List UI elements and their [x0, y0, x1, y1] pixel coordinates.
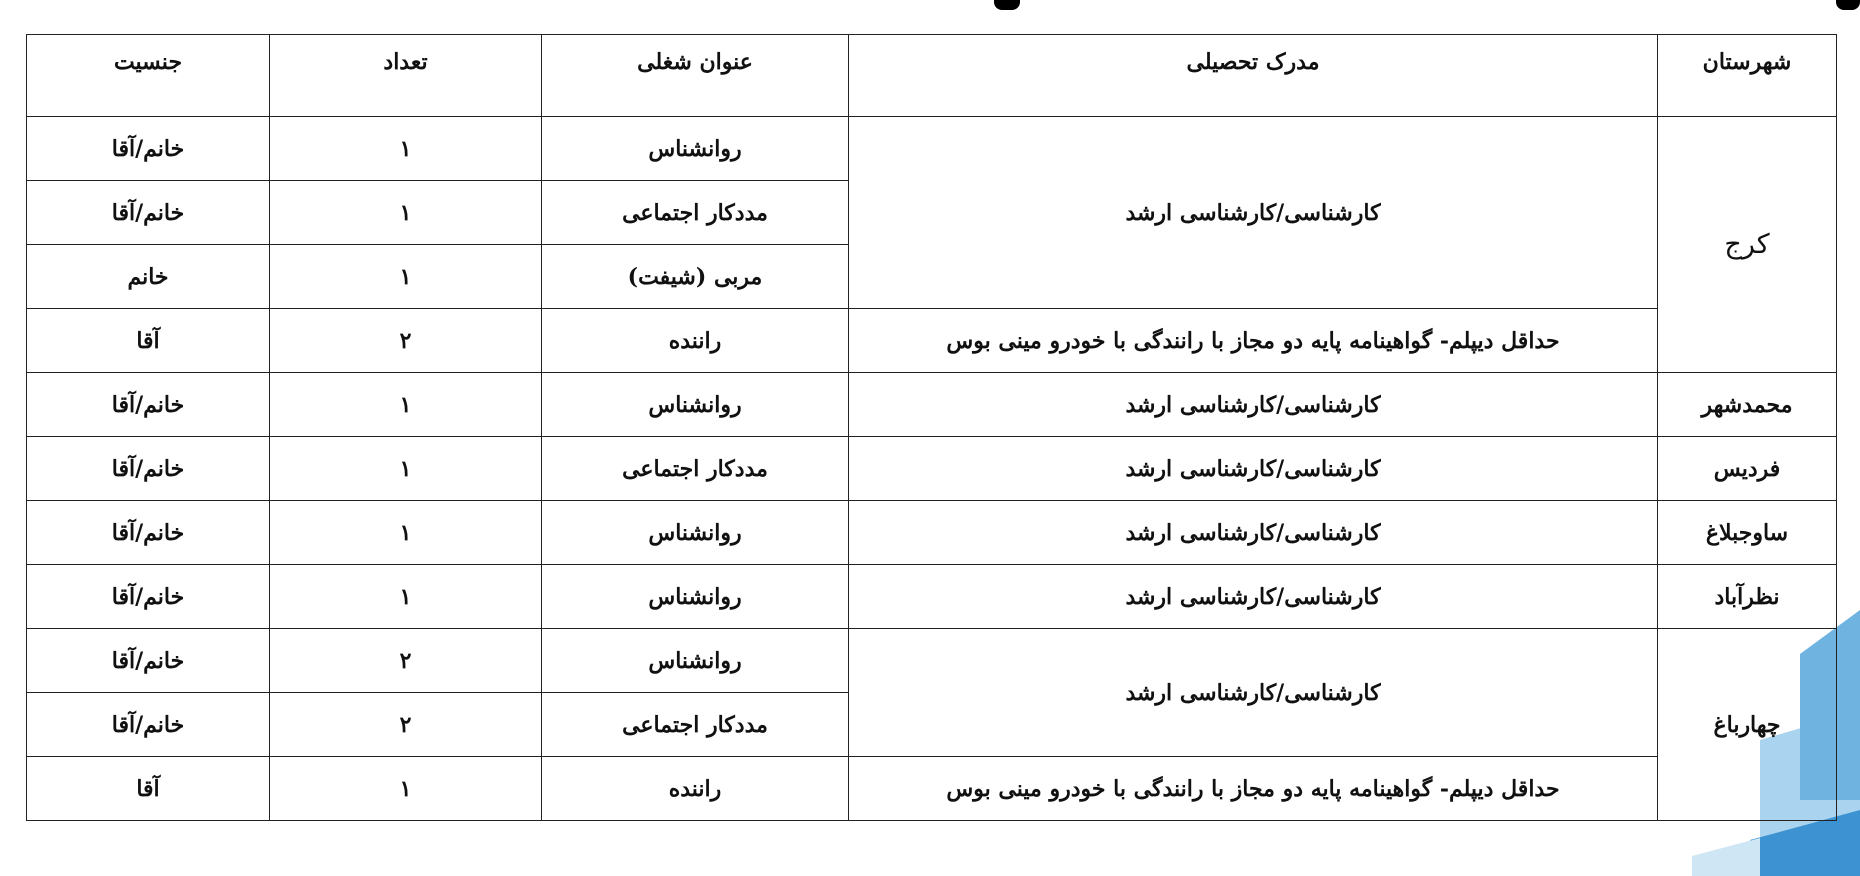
- education-cell: کارشناسی/کارشناسی ارشد: [849, 373, 1658, 437]
- count-cell: ۱: [270, 181, 542, 245]
- gender-cell: خانم/آقا: [27, 117, 270, 181]
- count-cell: ۲: [270, 693, 542, 757]
- gender-cell: آقا: [27, 757, 270, 821]
- header-city: شهرستان: [1658, 35, 1837, 117]
- education-cell: کارشناسی/کارشناسی ارشد: [849, 629, 1658, 757]
- job-title-cell: مددکار اجتماعی: [542, 693, 849, 757]
- header-education: مدرک تحصیلی: [849, 35, 1658, 117]
- count-cell: ۱: [270, 437, 542, 501]
- job-title-cell: روانشناس: [542, 373, 849, 437]
- education-cell: کارشناسی/کارشناسی ارشد: [849, 117, 1658, 309]
- city-cell: ساوجبلاغ: [1658, 501, 1837, 565]
- count-cell: ۱: [270, 245, 542, 309]
- job-title-cell: روانشناس: [542, 501, 849, 565]
- education-cell: کارشناسی/کارشناسی ارشد: [849, 501, 1658, 565]
- job-title-cell: روانشناس: [542, 565, 849, 629]
- city-cell: کرج: [1658, 117, 1837, 373]
- gender-cell: خانم/آقا: [27, 373, 270, 437]
- city-cell: چهارباغ: [1658, 629, 1837, 821]
- table-row: [27, 565, 1837, 629]
- gender-cell: خانم/آقا: [27, 181, 270, 245]
- table-header-row: [27, 35, 1837, 117]
- education-cell: حداقل دیپلم- گواهینامه پایه دو مجاز با رانندگی با خودرو مینی بوس: [849, 309, 1658, 373]
- job-title-cell: مربی (شیفت): [542, 245, 849, 309]
- count-cell: ۲: [270, 309, 542, 373]
- count-cell: ۱: [270, 373, 542, 437]
- count-cell: ۱: [270, 565, 542, 629]
- education-cell: حداقل دیپلم- گواهینامه پایه دو مجاز با رانندگی با خودرو مینی بوس: [849, 757, 1658, 821]
- job-title-cell: راننده: [542, 309, 849, 373]
- count-cell: ۱: [270, 757, 542, 821]
- gender-cell: خانم/آقا: [27, 437, 270, 501]
- job-title-cell: مددکار اجتماعی: [542, 437, 849, 501]
- header-job-title: عنوان شغلی: [542, 35, 849, 117]
- job-title-cell: روانشناس: [542, 629, 849, 693]
- job-title-cell: مددکار اجتماعی: [542, 181, 849, 245]
- gender-cell: خانم/آقا: [27, 565, 270, 629]
- decor-light-strip: [1692, 838, 1760, 876]
- gender-cell: آقا: [27, 309, 270, 373]
- cropped-heading-fragment: [1836, 0, 1860, 10]
- city-cell: نظرآباد: [1658, 565, 1837, 629]
- cropped-heading-fragment: [994, 0, 1020, 10]
- gender-cell: خانم/آقا: [27, 693, 270, 757]
- table-row: [27, 373, 1837, 437]
- city-cell: محمدشهر: [1658, 373, 1837, 437]
- count-cell: ۱: [270, 117, 542, 181]
- education-cell: کارشناسی/کارشناسی ارشد: [849, 437, 1658, 501]
- table-row: [27, 757, 1837, 821]
- gender-cell: خانم/آقا: [27, 629, 270, 693]
- table-row: [27, 437, 1837, 501]
- gender-cell: خانم/آقا: [27, 501, 270, 565]
- job-openings-table: [26, 34, 1837, 821]
- header-gender: جنسیت: [27, 35, 270, 117]
- count-cell: ۲: [270, 629, 542, 693]
- job-title-cell: روانشناس: [542, 117, 849, 181]
- table-row: [27, 629, 1837, 693]
- city-cell: فردیس: [1658, 437, 1837, 501]
- table-row: [27, 501, 1837, 565]
- job-title-cell: راننده: [542, 757, 849, 821]
- gender-cell: خانم: [27, 245, 270, 309]
- table-row: [27, 117, 1837, 181]
- header-count: تعداد: [270, 35, 542, 117]
- table-row: [27, 309, 1837, 373]
- education-cell: کارشناسی/کارشناسی ارشد: [849, 565, 1658, 629]
- count-cell: ۱: [270, 501, 542, 565]
